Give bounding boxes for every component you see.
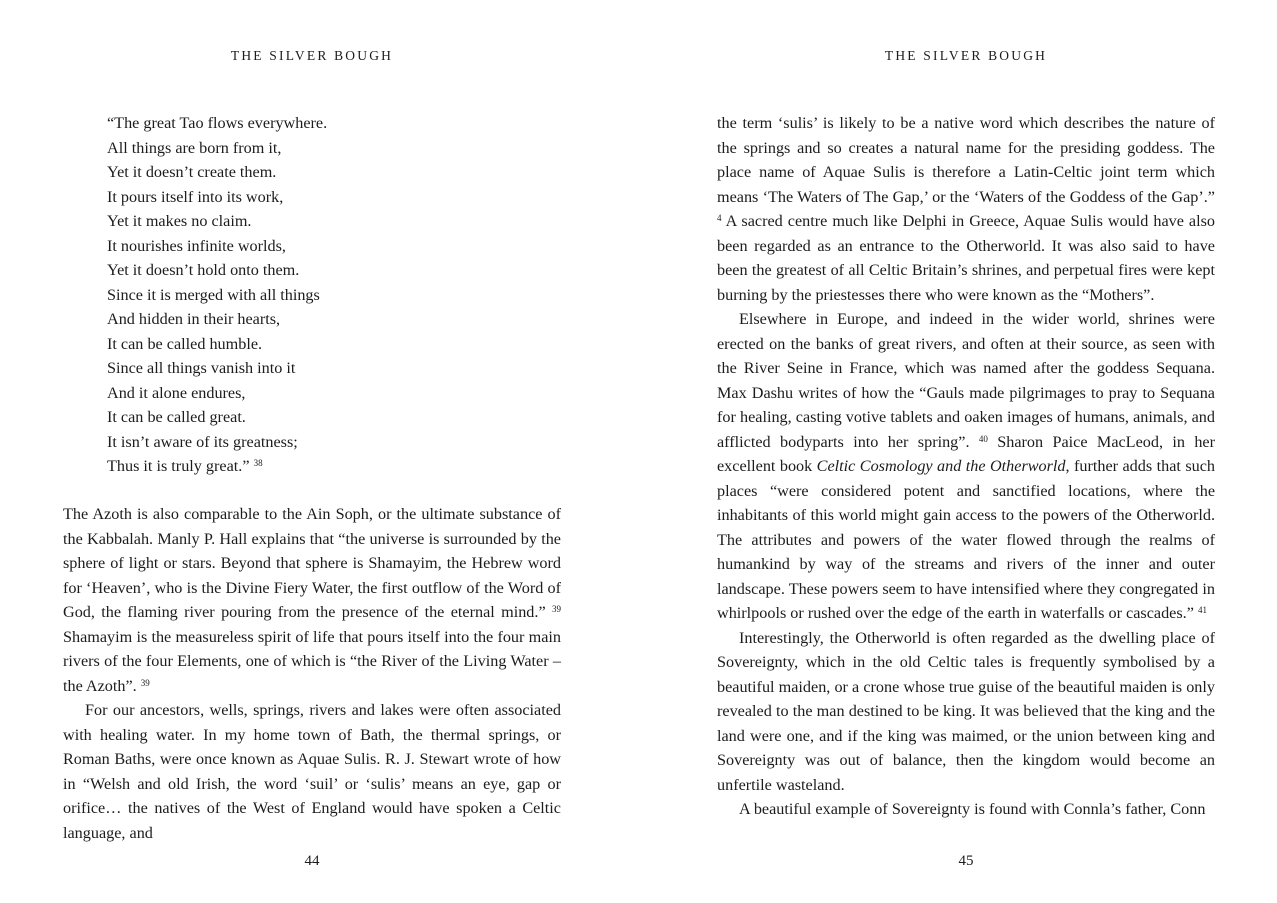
footnote-marker: 4 bbox=[717, 213, 722, 223]
poem-line bbox=[107, 185, 437, 210]
footnote-marker: 39 bbox=[140, 677, 150, 688]
poem-line bbox=[107, 160, 437, 185]
paragraph-text: Sharon Paice MacLeod, in her excellent book bbox=[717, 432, 1215, 475]
paragraph-text: The Azoth is also comparable to the Ain Soph, or the ultimate substance of the Kabbalah. Manly P. Hall explains that “the universe is surrounded by the sphere of light or stars. Beyond that sphere is Shamayim, the Hebrew word for ‘Heaven’, who is the Divine Fiery Water, the first outflow of the Word of God, the flaming river pouring from the presence of the eternal mind.” bbox=[63, 505, 561, 621]
poem-line bbox=[107, 209, 437, 234]
poem-line bbox=[107, 136, 437, 161]
paragraph-text: , further adds that such places “were considered potent and sanctified locations, where the inhabitants of this world might gain access to the powers of the Otherworld. The attributes and powers of the water flowed through the realms of humankind by way of the streams and rivers of the inner and outer landscape. These powers seem to have intensified where they congregated in whirlpools or rushed over the edge of the earth in waterfalls or cascades.” bbox=[717, 457, 1215, 622]
poem-line bbox=[107, 234, 437, 259]
paragraph-text: Interestingly, the Otherworld is often regarded as the dwelling place of Sovereignty, which in the old Celtic tales is frequently symbolised by a beautiful maiden, or a crone whose true guise of the beautiful maiden is only revealed to the man destined to be king. It was believed that the king and the land were one, and if the king was maimed, or the union between king and Sovereignty was out of balance, then the kingdom would become an unfertile wasteland. bbox=[717, 628, 1215, 794]
poem-line bbox=[107, 430, 437, 455]
paragraph-text: the term ‘sulis’ is likely to be a native word which describes the nature of the springs and so creates a natural name for the presiding goddess. The place name of Aquae Sulis is therefore a Latin-Celtic joint term which means ‘The Waters of The Gap,’ or the ‘Waters of the Goddess of the Gap’.” bbox=[717, 114, 1215, 206]
poem-block bbox=[107, 111, 437, 479]
poem-line-text: It nourishes infinite worlds, bbox=[107, 236, 286, 255]
page-number: 44 bbox=[304, 853, 320, 869]
running-head: THE SILVER BOUGH bbox=[884, 48, 1048, 63]
poem-line bbox=[107, 283, 437, 308]
paragraph bbox=[717, 111, 1215, 307]
paragraph-text: For our ancestors, wells, springs, rivers and lakes were often associated with healing water. In my home town of Bath, the thermal springs, or Roman Baths, were once known as Aquae Sulis. R. J. Stewart wrote of how in “Welsh and old Irish, the word ‘suil’ or ‘sulis’ means an eye, gap or orifice… the natives of the West of England would have spoken a Celtic language, and bbox=[63, 701, 561, 842]
poem-line bbox=[107, 307, 437, 332]
footnote-marker: 38 bbox=[253, 458, 263, 468]
poem-line-text: Yet it doesn’t hold onto them. bbox=[107, 261, 300, 279]
footnote-marker: 41 bbox=[1197, 605, 1207, 615]
poem-line bbox=[107, 405, 437, 430]
poem-line-text: It isn’t aware of its greatness; bbox=[107, 432, 298, 451]
running-head: THE SILVER BOUGH bbox=[230, 48, 394, 63]
poem-line-text: Yet it doesn’t create them. bbox=[107, 163, 277, 181]
paragraph bbox=[63, 502, 561, 698]
poem-line-text: Since it is merged with all things bbox=[107, 285, 320, 304]
paragraph bbox=[717, 797, 1215, 822]
body-text bbox=[717, 111, 1215, 822]
book-title: Celtic Cosmology and the Otherworld bbox=[816, 457, 1066, 475]
poem-line-text: Since all things vanish into it bbox=[107, 359, 296, 377]
page-number: 45 bbox=[958, 853, 974, 869]
body-text bbox=[63, 502, 561, 845]
poem-line-text: All things are born from it, bbox=[107, 138, 282, 157]
poem-line-text: Thus it is truly great.” bbox=[107, 457, 250, 475]
poem-line-text: “The great Tao flows everywhere. bbox=[107, 114, 328, 132]
poem-line bbox=[107, 332, 437, 357]
left-page bbox=[0, 0, 638, 903]
paragraph bbox=[717, 307, 1215, 626]
poem-line bbox=[107, 454, 437, 479]
poem-line-text: And hidden in their hearts, bbox=[107, 310, 281, 328]
paragraph-text: A beautiful example of Sovereignty is found with Connla’s father, Conn bbox=[739, 800, 1206, 818]
footnote-marker: 39 bbox=[552, 604, 562, 614]
poem-line-text: It pours itself into its work, bbox=[107, 187, 284, 206]
right-page bbox=[638, 0, 1277, 903]
poem-line-text: It can be called humble. bbox=[107, 334, 263, 353]
paragraph-text: A sacred centre much like Delphi in Greece, Aquae Sulis would have also been regarded as an entrance to the Otherworld. It was also said to have been the greatest of all Celtic Britain’s shrines, and perpetual fires were kept burning by the priestesses there who were known as the “Mothers”. bbox=[717, 212, 1215, 304]
poem-line-text: And it alone endures, bbox=[107, 383, 246, 402]
poem-line-text: It can be called great. bbox=[107, 408, 246, 426]
footnote-marker: 40 bbox=[978, 433, 988, 444]
paragraph bbox=[717, 626, 1215, 798]
poem-line bbox=[107, 356, 437, 381]
poem-line bbox=[107, 381, 437, 406]
paragraph bbox=[63, 698, 561, 845]
poem-line-text: Yet it makes no claim. bbox=[107, 212, 252, 230]
paragraph-text: Shamayim is the measureless spirit of life that pours itself into the four main rivers of the four Elements, one of which is “the River of the Living Water – the Azoth”. bbox=[63, 627, 561, 695]
poem-line bbox=[107, 111, 437, 136]
poem-line bbox=[107, 258, 437, 283]
paragraph-text: Elsewhere in Europe, and indeed in the wider world, shrines were erected on the banks of great rivers, and often at their source, as seen with the River Seine in France, which was named after the goddess Sequana. Max Dashu writes of how the “Gauls made pilgrimages to pray to Sequana for healing, casting votive tablets and oaken images of humans, animals, and afflicted bodyparts into her spring”. bbox=[717, 310, 1215, 451]
